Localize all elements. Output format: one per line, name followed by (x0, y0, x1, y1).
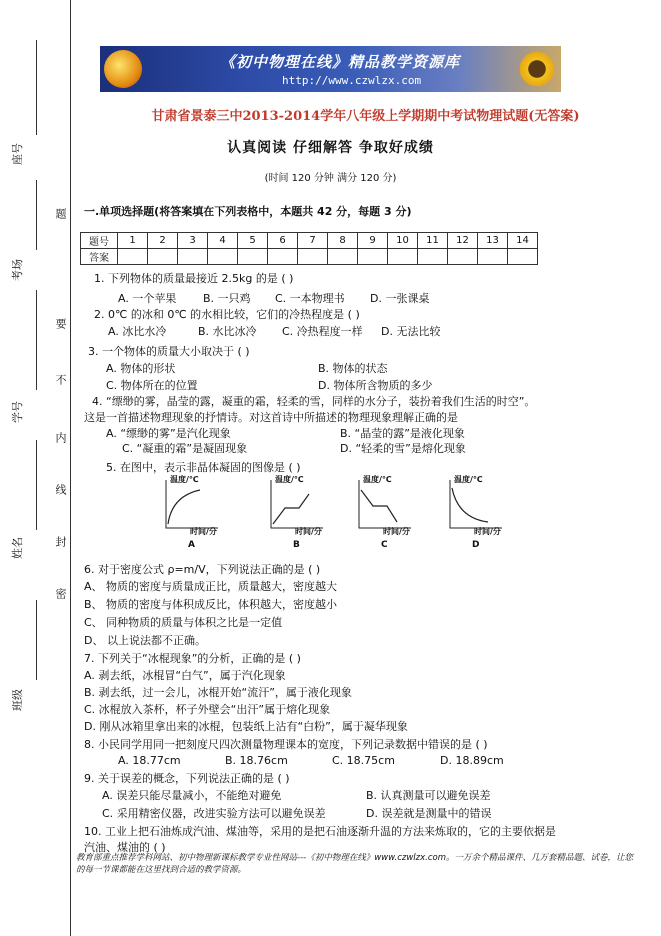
graph-a (160, 475, 222, 550)
student-id-field[interactable] (36, 290, 37, 390)
section-heading: 一.单项选择题(将答案填在下列表格中，本题共 42 分，每题 3 分) (84, 205, 412, 218)
option-d: D. “轻柔的雪”是熔化现象 (340, 442, 466, 455)
answer-cell[interactable] (448, 249, 478, 265)
seal-hint-char: 密 (54, 588, 67, 599)
graph-option-label: C (381, 540, 388, 550)
option-c: C. 18.75cm (332, 754, 395, 767)
question-3: 3. 一个物体的质量大小取决于 ( ) (88, 345, 250, 358)
question-2: 2. 0℃ 的冰和 0℃ 的水相比较，它们的冷热程度是 ( ) (94, 308, 360, 321)
banner-url[interactable]: http://www.czwlzx.com (282, 74, 422, 87)
table-row (81, 249, 538, 265)
option-a: A. “缥缈的雾”是汽化现象 (106, 427, 231, 440)
question-10: 10. 工业上把石油炼成汽油、煤油等，采用的是把石油逐渐升温的方法来炼取的，它的主要依据是 (84, 825, 556, 838)
resource-banner (100, 46, 561, 92)
graph-c (353, 475, 415, 550)
option-c: C. 冰棍放入茶杯，杯子外壁会“出汗”属于熔化现象 (84, 703, 331, 716)
answer-cell[interactable] (118, 249, 148, 265)
option-a: A. 物体的形状 (106, 362, 176, 375)
question-8: 8. 小民同学用同一把刻度尺四次测量物理课本的宽度，下列记录数据中错误的是 ( ) (84, 738, 488, 751)
option-d: D、 以上说法都不正确。 (84, 634, 206, 647)
question-number-cell: 12 (448, 233, 478, 249)
option-b: B. 物体的状态 (318, 362, 388, 375)
graph-y-axis-label: 温度/℃ (275, 475, 304, 484)
class-field[interactable] (36, 600, 37, 680)
option-d: D. 一张课桌 (370, 292, 430, 305)
seal-hint-char: 线 (54, 484, 67, 495)
answer-cell[interactable] (388, 249, 418, 265)
row-label-answer: 答案 (81, 249, 118, 265)
question-5: 5. 在图中，表示非晶体凝固的图像是 ( ) (106, 461, 301, 474)
graph-option-label: D (472, 540, 480, 550)
seat-number-field[interactable] (36, 40, 37, 135)
option-d: D. 18.89cm (440, 754, 504, 767)
answer-cell[interactable] (268, 249, 298, 265)
question-number-cell: 2 (148, 233, 178, 249)
question-7: 7. 下列关于“冰棍现象”的分析，正确的是 ( ) (84, 652, 301, 665)
question-number-cell: 8 (328, 233, 358, 249)
question-number-cell: 7 (298, 233, 328, 249)
question-6: 6. 对于密度公式 ρ=m/V，下列说法正确的是 ( ) (84, 563, 321, 576)
option-b: B. 认真测量可以避免误差 (366, 789, 491, 802)
sunflower-icon (517, 49, 557, 89)
option-c: C. 冷热程度一样 (282, 325, 363, 338)
seal-hint-char: 要 (54, 318, 67, 329)
option-a: A. 剥去纸，冰棍冒“白气”，属于汽化现象 (84, 669, 286, 682)
question-number-cell: 4 (208, 233, 238, 249)
option-c: C. 采用精密仪器，改进实验方法可以避免误差 (102, 807, 326, 820)
question-number-cell: 1 (118, 233, 148, 249)
name-label: 姓名 (11, 537, 24, 559)
class-label: 班级 (11, 689, 24, 711)
seal-hint-char: 内 (54, 432, 67, 443)
question-number-cell: 3 (178, 233, 208, 249)
graph-curve (361, 490, 397, 522)
answer-cell[interactable] (298, 249, 328, 265)
option-c: C、 同种物质的质量与体积之比是一定值 (84, 616, 283, 629)
graph-curve (452, 488, 488, 522)
question-number-cell: 13 (478, 233, 508, 249)
graph-option-label: B (293, 540, 300, 550)
seal-hint-char: 题 (54, 208, 67, 219)
seat-number-label: 座号 (11, 143, 24, 165)
question-number-cell: 5 (238, 233, 268, 249)
graph-axes (166, 480, 218, 528)
answer-table (80, 232, 538, 265)
question-9: 9. 关于误差的概念，下列说法正确的是 ( ) (84, 772, 290, 785)
option-c: C. 一本物理书 (275, 292, 345, 305)
graph-x-axis-label: 时间/分 (295, 527, 322, 536)
question-4-continued: 这是一首描述物理现象的抒情诗。对这首诗中所描述的物理现象理解正确的是 (84, 411, 458, 424)
answer-cell[interactable] (418, 249, 448, 265)
question-number-cell: 6 (268, 233, 298, 249)
motto: 认真阅读 仔细解答 争取好成绩 (227, 140, 434, 156)
option-b: B. 剥去纸，过一会儿，冰棍开始“流汗”，属于液化现象 (84, 686, 352, 699)
footer-note: 教育部重点推荐学科网站、初中物理新课标教学专业性网站---《初中物理在线》www.czwlzx.com。一万余个精品课件、几万套精品题、试卷，让您的每一节课都能在这里找到合适的教学资源。 (76, 853, 634, 875)
seal-hint-char: 封 (54, 536, 67, 547)
answer-cell[interactable] (478, 249, 508, 265)
option-a: A. 冰比水冷 (108, 325, 167, 338)
question-number-cell: 10 (388, 233, 418, 249)
option-d: D. 误差就是测量中的错误 (366, 807, 492, 820)
graph-x-axis-label: 时间/分 (383, 527, 410, 536)
option-b: B. “晶莹的露”是液化现象 (340, 427, 465, 440)
exam-room-label: 考场 (11, 259, 24, 281)
answer-cell[interactable] (178, 249, 208, 265)
time-note: (时间 120 分钟 满分 120 分) (264, 173, 397, 184)
graph-axes (359, 480, 411, 528)
answer-cell[interactable] (328, 249, 358, 265)
answer-cell[interactable] (508, 249, 538, 265)
graph-y-axis-label: 温度/℃ (170, 475, 199, 484)
option-a: A. 18.77cm (118, 754, 181, 767)
graph-curve (273, 494, 309, 524)
option-c: C. “凝重的霜”是凝固现象 (122, 442, 248, 455)
option-b: B. 18.76cm (225, 754, 288, 767)
question-4: 4. “缥缈的雾，晶莹的露，凝重的霜，轻柔的雪，同样的水分子，装扮着我们生活的时空”。 (92, 395, 536, 408)
answer-cell[interactable] (238, 249, 268, 265)
exam-room-field[interactable] (36, 180, 37, 250)
question-number-cell: 9 (358, 233, 388, 249)
question-1: 1. 下列物体的质量最接近 2.5kg 的是 ( ) (94, 272, 294, 285)
graph-axes (271, 480, 323, 528)
option-d: D. 物体所含物质的多少 (318, 379, 433, 392)
graph-y-axis-label: 温度/℃ (363, 475, 392, 484)
graph-curve (168, 490, 200, 524)
option-b: B. 一只鸡 (203, 292, 251, 305)
graph-d (444, 475, 506, 550)
student-id-label: 学号 (11, 401, 24, 423)
document-title: 甘肃省景泰三中2013-2014学年八年级上学期期中考试物理试题(无答案) (151, 109, 580, 124)
logo-icon (104, 50, 142, 88)
row-label-number: 题号 (81, 233, 118, 249)
option-a: A、 物质的密度与质量成正比，质量越大，密度越大 (84, 580, 338, 593)
table-row (81, 233, 538, 249)
answer-cell[interactable] (148, 249, 178, 265)
graph-x-axis-label: 时间/分 (474, 527, 501, 536)
option-b: B. 水比冰冷 (198, 325, 257, 338)
answer-cell[interactable] (358, 249, 388, 265)
name-field[interactable] (36, 440, 37, 530)
option-d: D. 无法比较 (381, 325, 441, 338)
option-d: D. 刚从冰箱里拿出来的冰棍，包装纸上沾有“白粉”，属于凝华现象 (84, 720, 408, 733)
option-a: A. 误差只能尽量减小，不能绝对避免 (102, 789, 282, 802)
answer-cell[interactable] (208, 249, 238, 265)
graph-y-axis-label: 温度/℃ (454, 475, 483, 484)
option-b: B、 物质的密度与体积成反比，体积越大，密度越小 (84, 598, 338, 611)
question-10-continued: 汽油、煤油的 ( ) (84, 841, 166, 854)
question-number-cell: 11 (418, 233, 448, 249)
graph-option-label: A (188, 540, 195, 550)
seal-hint-char: 不 (54, 374, 67, 385)
option-a: A. 一个苹果 (118, 292, 177, 305)
graph-b (265, 475, 327, 550)
question-number-cell: 14 (508, 233, 538, 249)
graph-x-axis-label: 时间/分 (190, 527, 217, 536)
option-c: C. 物体所在的位置 (106, 379, 198, 392)
banner-title: 《初中物理在线》精品教学资源库 (220, 53, 461, 71)
